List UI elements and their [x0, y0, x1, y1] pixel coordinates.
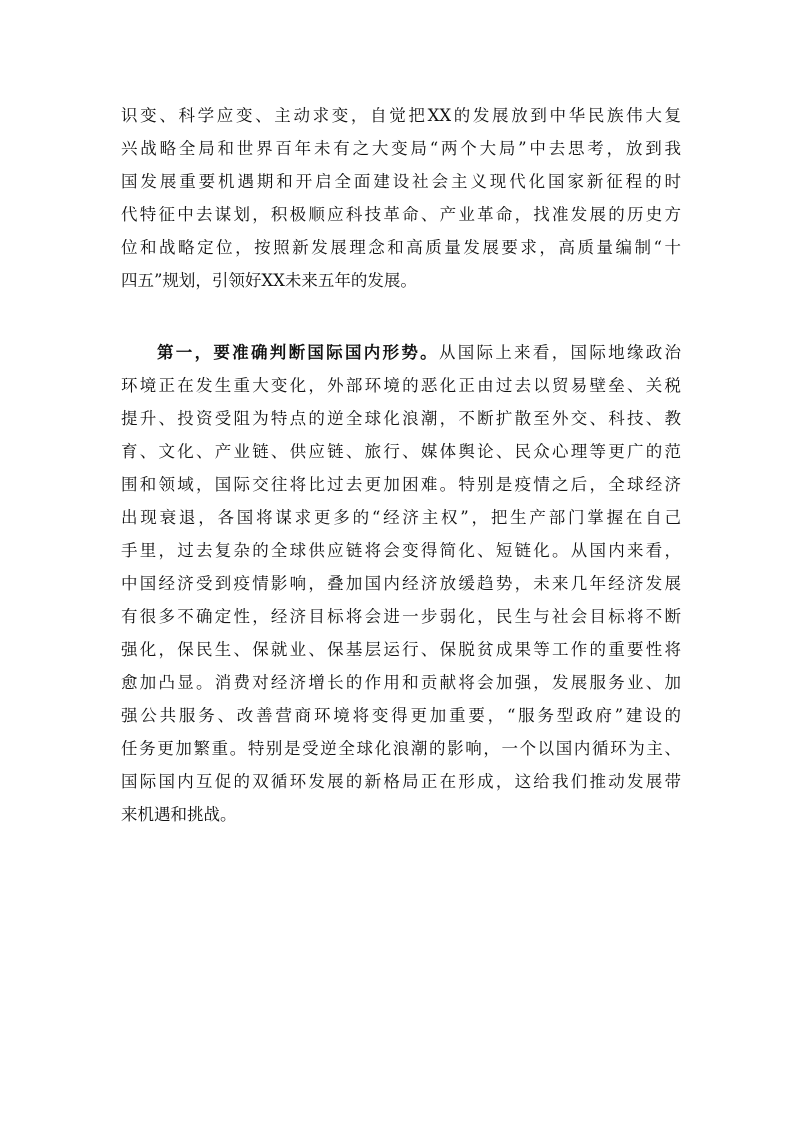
- paragraph-line: 愈加凸显。消费对经济增长的作用和贡献将会加强，发展服务业、加: [121, 673, 681, 692]
- paragraph-line: 围和领域，国际交往将比过去更加困难。特别是疫情之后，全球经济: [121, 475, 681, 494]
- paragraph-line: 手里，过去复杂的全球供应链将会变得简化、短链化。从国内来看，: [121, 541, 681, 560]
- paragraph-line: 国际国内互促的双循环发展的新格局正在形成，这给我们推动发展带: [121, 772, 681, 791]
- paragraph-line: 强公共服务、改善营商环境将变得更加重要，“服务型政府”建设的: [121, 706, 681, 725]
- paragraph-line: 识变、科学应变、主动求变，自觉把XX的发展放到中华民族伟大复: [121, 106, 681, 125]
- paragraph-line: 任务更加繁重。特别是受逆全球化浪潮的影响，一个以国内循环为主、: [121, 739, 681, 758]
- paragraph-line: 有很多不确定性，经济目标将会进一步弱化，民生与社会目标将不断: [121, 607, 681, 626]
- paragraph-line: 代特征中去谋划，积极顺应科技革命、产业革命，找准发展的历史方: [121, 205, 681, 224]
- paragraph-line: 来机遇和挑战。: [121, 805, 237, 824]
- paragraph-line: 位和战略定位，按照新发展理念和高质量发展要求，高质量编制“十: [121, 238, 681, 257]
- paragraph-text: 从国际上来看，国际地缘政治: [438, 343, 682, 362]
- paragraph-line: 中国经济受到疫情影响，叠加国内经济放缓趋势，未来几年经济发展: [121, 574, 681, 593]
- paragraph-line: 国发展重要机遇期和开启全面建设社会主义现代化国家新征程的时: [121, 172, 681, 191]
- paragraph-line: 四五”规划，引领好XX未来五年的发展。: [121, 271, 417, 290]
- paragraph-line: 提升、投资受阻为特点的逆全球化浪潮，不断扩散至外交、科技、教: [121, 409, 681, 428]
- paragraph-line: 育、文化、产业链、供应链、旅行、媒体舆论、民众心理等更广的范: [121, 442, 681, 461]
- paragraph-line: 兴战略全局和世界百年未有之大变局“两个大局”中去思考，放到我: [121, 139, 681, 158]
- section-heading: 第一，要准确判断国际国内形势。: [157, 343, 439, 362]
- paragraph-first-line: [157, 338, 681, 368]
- paragraph-line: 强化，保民生、保就业、保基层运行、保脱贫成果等工作的重要性将: [121, 640, 681, 659]
- paragraph-line: 环境正在发生重大变化，外部环境的恶化正由过去以贸易壁垒、关税: [121, 376, 681, 395]
- paragraph-line: 出现衰退，各国将谋求更多的“经济主权”，把生产部门掌握在自己: [121, 508, 681, 527]
